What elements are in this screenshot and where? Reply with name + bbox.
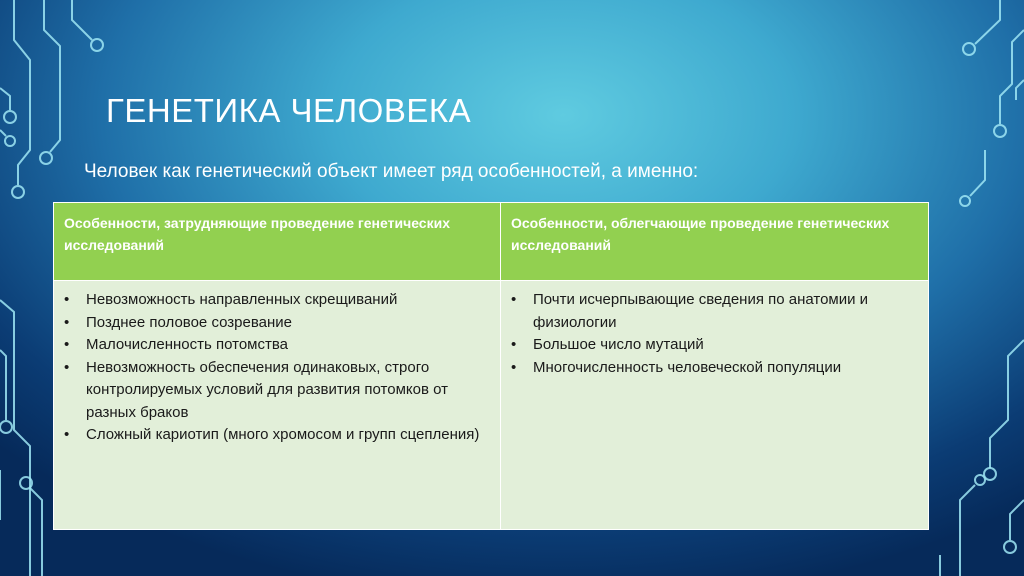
list-item: • Почти исчерпывающие сведения по анатомии и физиологии: [509, 289, 920, 334]
table-body-row: [54, 281, 929, 530]
header-difficulties: Особенности, затрудняющие проведение генетических исследований: [54, 203, 501, 281]
advantages-list: [509, 289, 920, 379]
difficulties-cell: [54, 281, 501, 530]
list-item: • Малочисленность потомства: [62, 334, 492, 357]
slide-subtitle: Человек как генетический объект имеет ряд особенностей, а именно:: [84, 161, 699, 182]
slide-title: ГЕНЕТИКА ЧЕЛОВЕКА: [106, 92, 472, 129]
table-header-row: [54, 203, 929, 281]
list-item: • Невозможность направленных скрещиваний: [62, 289, 492, 312]
advantages-cell: [501, 281, 929, 530]
difficulties-list: [62, 289, 492, 447]
features-table: [53, 202, 929, 530]
list-item: • Позднее половое созревание: [62, 312, 492, 335]
list-item: • Невозможность обеспечения одинаковых, строго контролируемых условий для развития потомков от разных браков: [62, 357, 492, 425]
list-item: • Сложный кариотип (много хромосом и групп сцепления): [62, 424, 492, 447]
list-item: • Большое число мутаций: [509, 334, 920, 357]
header-advantages: Особенности, облегчающие проведение генетических исследований: [501, 203, 929, 281]
list-item: • Многочисленность человеческой популяции: [509, 357, 920, 380]
